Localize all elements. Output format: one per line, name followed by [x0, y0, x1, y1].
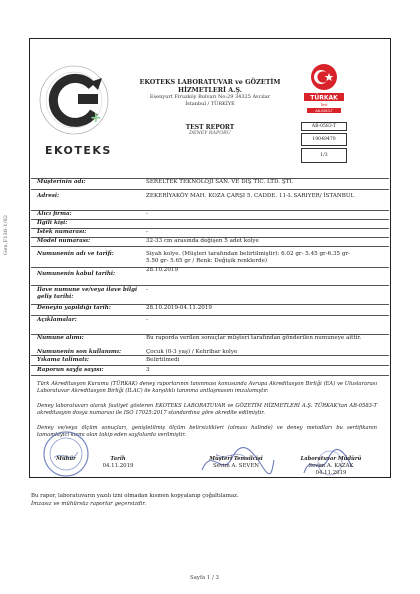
field-value-customer: SERELTEK TEKNOLOJİ SAN. VE DIŞ TİC. LTD. ŞTİ.: [146, 179, 294, 185]
turkak-badge-icon: [301, 60, 347, 118]
validity-notice: İmzasız ve mühürsüz raporlar geçersizdir.: [31, 501, 147, 507]
field-value-end-use: Çocuk (0-3 yaş) / Kehribar kolye: [146, 349, 238, 355]
field-value-extra: -: [146, 287, 148, 293]
field-value-address: ZEKERİYAKÖY MAH. KOZA ÇARŞI 5. CADDE. 11-L SARIYER/ İSTANBUL: [146, 193, 355, 199]
divider: [31, 189, 389, 190]
field-label-sample: Numunenin adı ve tarifi:: [37, 251, 114, 257]
company-seal-icon: [42, 430, 90, 478]
field-value-page-count: 3: [146, 367, 150, 373]
field-label-request-no: İstek numarası:: [37, 229, 87, 235]
rep-name: Sevim A. SEVEN: [213, 463, 259, 469]
field-value-request-no: -: [146, 229, 148, 235]
copy-notice: Bu rapor, laboratuvarın yazılı izni olmadan kısmen kopyalanıp çoğaltılamaz.: [31, 493, 239, 499]
field-value-wash: Belirtilmedi: [146, 357, 180, 363]
field-label-end-use: Numunenin son kullanımı:: [37, 349, 122, 355]
manager-date: 04.11.2019: [315, 470, 347, 476]
divider: [31, 365, 389, 366]
divider: [31, 315, 389, 316]
date-label: Tarih: [110, 456, 126, 462]
field-value-model-no: 32-33 cm arasında değişen 5 adet kolye: [146, 238, 259, 244]
field-label-notes: Açıklamalar:: [37, 317, 77, 323]
field-label-contact: İlgili kişi:: [37, 220, 68, 226]
page-number: Sayfa 1 / 3: [190, 575, 219, 581]
address-line2: İstanbul / TÜRKİYE: [185, 100, 235, 107]
field-label-buyer: Alıcı firma:: [37, 211, 72, 217]
field-label-wash: Yıkama talimatı:: [37, 357, 89, 363]
field-value-sampling: Bu raporda verilen sonuçlar müşteri tarafından gönderilen numuneye aittir.: [146, 335, 362, 341]
field-value-buyer: -: [146, 211, 148, 217]
field-label-customer: Müşterinin adı:: [37, 179, 86, 185]
company-line2: HİZMETLERİ A.Ş.: [177, 86, 243, 94]
field-label-model-no: Model numarası:: [37, 238, 91, 244]
report-title: TEST REPORT: [185, 124, 235, 131]
ekoteks-logo-icon: [38, 64, 110, 136]
field-label-page-count: Raporun sayfa sayısı:: [37, 367, 104, 373]
company-name: [135, 78, 285, 94]
divider: [31, 285, 389, 286]
field-label-extra: İlave numune ve/veya ilave bilgi geliş tarihi:: [37, 287, 138, 300]
company-line1: EKOTEKS LABORATUVAR ve GÖZETİM: [139, 78, 281, 86]
divider: [31, 246, 389, 247]
field-label-sampling: Numune alımı:: [37, 335, 84, 341]
field-value-notes: -: [146, 317, 148, 323]
company-address: [135, 94, 285, 107]
field-label-received: Numunenin kabul tarihi:: [37, 271, 116, 277]
manager-name: Sevim A. KAZAK: [308, 463, 354, 469]
field-value-test-date: 28.10.2019-04.11.2019: [146, 305, 212, 311]
page-indicator: 1/3: [301, 148, 347, 163]
accreditation-statement: Deney laboratuvarı olarak faaliyet gösteren EKOTEKS LABORATUVAR ve GÖZETİM HİZMETLERİ A.Ş. TÜRKAK'tan AB-0583-T akreditasyon dosya numarası ile ISO 17025:2017 standardına göre akredite edilmiştir.: [37, 403, 377, 416]
form-code: Gen.F136-1/02: [3, 214, 9, 255]
turkak-code: AB-0583-T: [315, 109, 333, 113]
date-value: 04.11.2019: [102, 463, 134, 469]
field-value-received: 28.10.2019: [146, 267, 179, 273]
turkak-sub: Test: [320, 103, 328, 107]
seal-label: Mühür: [56, 456, 76, 462]
address-line1: Esenyurt Firuzköy Bulvarı No:29 34325 Avcılar: [149, 94, 271, 100]
field-label-address: Adresi:: [37, 193, 60, 199]
rep-label: Müşteri Temsilcisi: [209, 456, 263, 462]
manager-label: Laboratuvar Müdürü: [300, 456, 362, 462]
divider: [31, 375, 389, 376]
accreditation-code: AB-0583-T: [301, 122, 347, 131]
turkak-text: TÜRKAK: [310, 94, 338, 102]
report-number: 19049470: [301, 133, 347, 146]
brand-name: EKOTEKS: [45, 144, 112, 157]
field-value-sample: Siyah kolye. (Müşteri tarafından belirtilmiştir): 6.02 gr- 5.45 gr-6.35 gr- 5.50 gr- 5.65 gr / Renk: Değişik renklerde): [146, 251, 351, 264]
field-label-test-date: Deneyin yapıldığı tarih:: [37, 305, 111, 311]
svg-text:+: +: [90, 110, 102, 126]
results-statement: Deney ve/veya ölçüm sonuçları, genişletilmiş ölçüm belirsizlikleri (olması halinde) ve deney metodları bu sertifikanın tamamlayıcı kısmı olan takip eden sayfalarda verilmiştir.: [37, 425, 377, 438]
accreditation-note: Türk Akreditasyon Kurumu (TÜRKAK) deney raporlarının tanınması konusunda Avrupa Akreditasyon Birliği (EA) ve Uluslararası Laboratuvar Akreditasyon Birliği (ILAC) ile karşılıklı tanınma antlaşmasını imzalamıştır.: [37, 381, 377, 394]
report-subtitle: DENEY RAPORU: [189, 131, 231, 136]
